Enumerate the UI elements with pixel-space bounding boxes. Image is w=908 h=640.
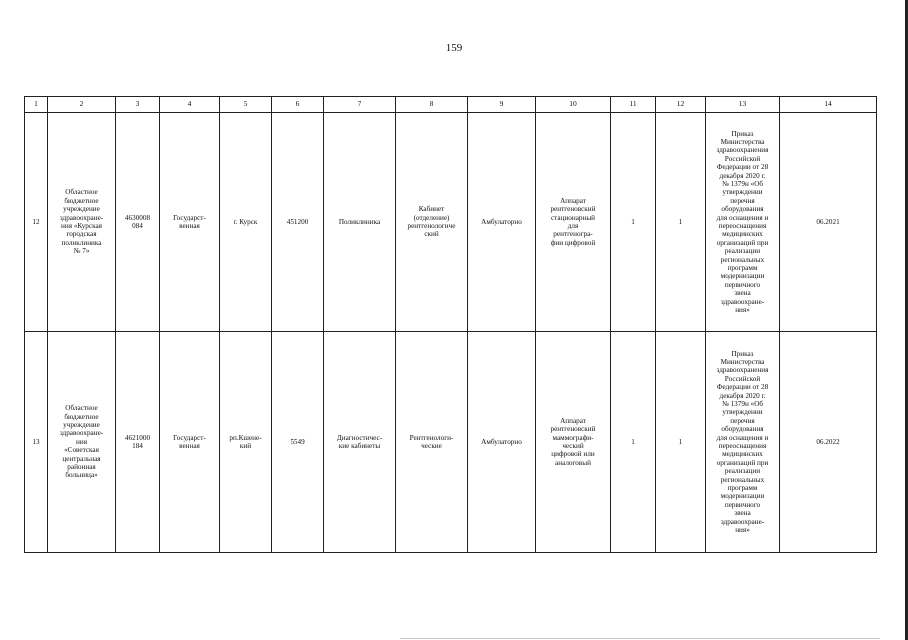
delivery-date: 06.2021 — [780, 113, 877, 332]
care-conditions: Амбулаторно — [468, 332, 536, 553]
delivery-date: 06.2022 — [780, 332, 877, 553]
population: 5549 — [272, 332, 324, 553]
legal-basis: Приказ Министерства здравоохранения Российской Федерации от 28 декабря 2020 г. № 1379н «Об утверждении перечня оборудования для оснащения и переоснащения медицинских организаций при реализации региональных программ модернизации первичного звена здравоохране- ния» — [706, 113, 780, 332]
equipment-table — [24, 96, 877, 553]
inn-code: 4621000 184 — [116, 332, 160, 553]
header-cell-1: 1 — [25, 97, 48, 113]
header-cell-11: 11 — [611, 97, 656, 113]
row-number: 12 — [25, 113, 48, 332]
ownership-form: Государст- венная — [160, 113, 220, 332]
locality: рп.Кшене- кий — [220, 332, 272, 553]
population: 451200 — [272, 113, 324, 332]
ownership-form: Государст- венная — [160, 332, 220, 553]
subdivision: Рентгенологи- ческие — [396, 332, 468, 553]
locality: г. Курск — [220, 113, 272, 332]
equipment-name: Аппарат рентгеновский стационарный для рентгеногра- фии цифровой — [536, 113, 611, 332]
institution-name: Областное бюджетное учреждение здравоохране- ния «Советская центральная районная больница» — [48, 332, 116, 553]
care-conditions: Амбулаторно — [468, 113, 536, 332]
table-row — [25, 332, 877, 553]
header-row — [25, 97, 877, 113]
legal-basis: Приказ Министерства здравоохранения Российской Федерации от 28 декабря 2020 г. № 1379н «Об утверждении перечня оборудования для оснащения и переоснащения медицинских организаций при реализации региональных программ модернизации первичного звена здравоохране- ния» — [706, 332, 780, 553]
subdivision: Кабинет (отделение) рентгенологиче ский — [396, 113, 468, 332]
unit-type: Поликлиника — [324, 113, 396, 332]
header-cell-14: 14 — [780, 97, 877, 113]
quantity-col-11: 1 — [611, 113, 656, 332]
table-row — [25, 113, 877, 332]
inn-code: 4630008 084 — [116, 113, 160, 332]
header-cell-6: 6 — [272, 97, 324, 113]
bottom-scan-rule — [400, 638, 880, 639]
header-cell-4: 4 — [160, 97, 220, 113]
header-cell-7: 7 — [324, 97, 396, 113]
header-cell-9: 9 — [468, 97, 536, 113]
header-cell-3: 3 — [116, 97, 160, 113]
header-cell-8: 8 — [396, 97, 468, 113]
header-cell-12: 12 — [656, 97, 706, 113]
row-number: 13 — [25, 332, 48, 553]
equipment-name: Аппарат рентгеновский маммографи- ческий цифровой или аналоговый — [536, 332, 611, 553]
quantity-col-11: 1 — [611, 332, 656, 553]
quantity-col-12: 1 — [656, 113, 706, 332]
header-cell-10: 10 — [536, 97, 611, 113]
header-cell-2: 2 — [48, 97, 116, 113]
page-number: 159 — [445, 42, 463, 54]
institution-name: Областное бюджетное учреждение здравоохране- ния «Курская городская поликлиника № 7» — [48, 113, 116, 332]
quantity-col-12: 1 — [656, 332, 706, 553]
header-cell-5: 5 — [220, 97, 272, 113]
header-cell-13: 13 — [706, 97, 780, 113]
unit-type: Диагностичес- кие кабинеты — [324, 332, 396, 553]
